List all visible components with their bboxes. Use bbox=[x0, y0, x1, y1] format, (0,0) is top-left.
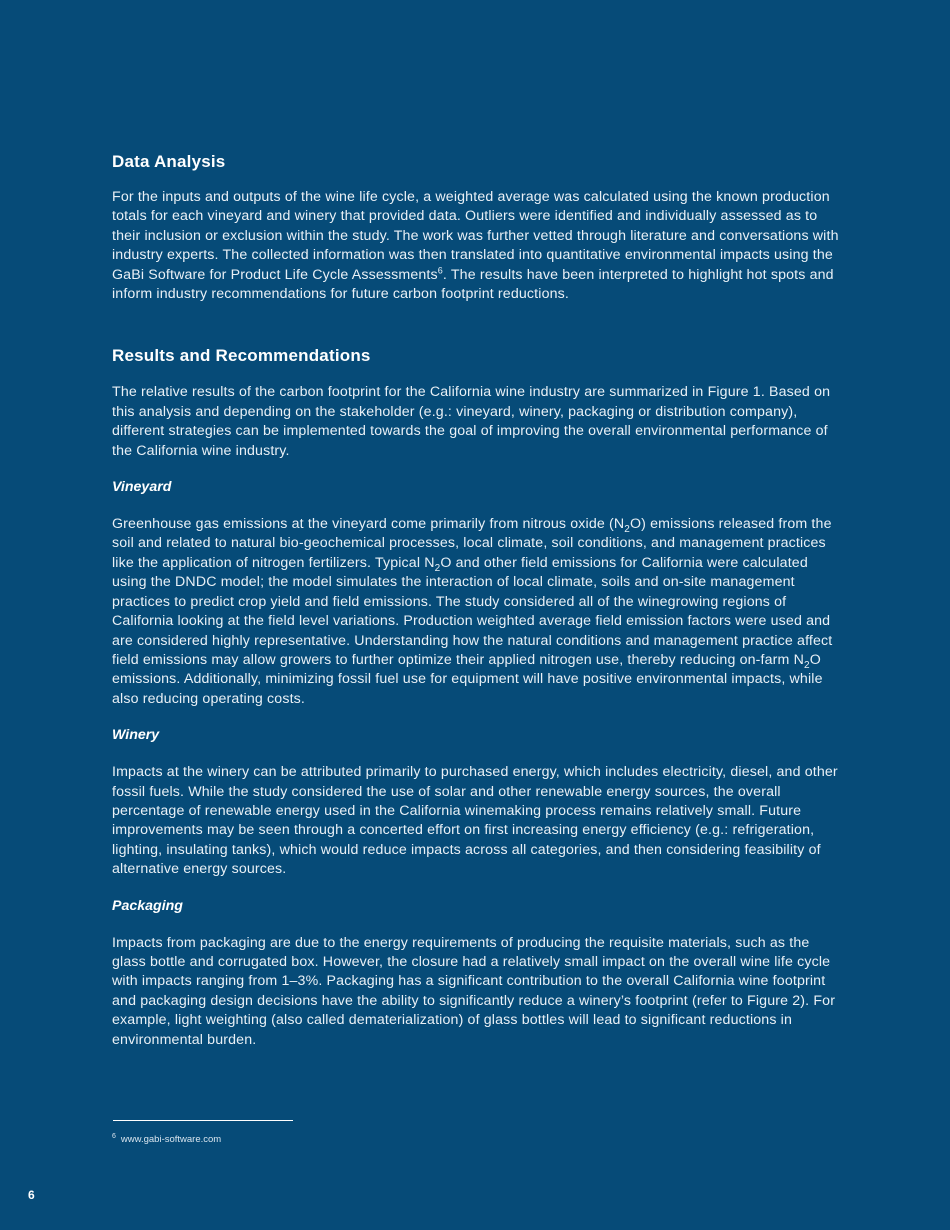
page-content bbox=[112, 150, 842, 1050]
packaging-paragraph: Impacts from packaging are due to the energy requirements of producing the requisite materials, such as the glass bottle and corrugated box. However, the closure had a relatively small impact on the overall wine life cycle with impacts ranging from 1–3%. Packaging has a significant contribution to the overall California wine footprint and packaging design decisions have the ability to significantly reduce a winery’s footprint (refer to Figure 2). For example, light weighting (also called dematerialization) of glass bottles will lead to significant reductions in environmental burden. bbox=[112, 934, 836, 1048]
subscript: 2 bbox=[804, 659, 810, 671]
vineyard-text-1: Greenhouse gas emissions at the vineyard come primarily from nitrous oxide (N bbox=[112, 516, 625, 533]
data-analysis-paragraph bbox=[112, 188, 842, 304]
footnote-link[interactable]: www.gabi-software.com bbox=[120, 1134, 222, 1146]
vineyard-paragraph bbox=[112, 515, 842, 709]
footnote-reference: 6 bbox=[437, 264, 443, 275]
footnote bbox=[112, 1133, 221, 1145]
results-heading: Results and Recommendations bbox=[112, 346, 371, 366]
vineyard-text-2: O) emissions released from the soil and related to natural bio-geochemical processes, local climate, soil conditions, and management practices like the application of nitrogen fertilizers. Typical N bbox=[112, 516, 832, 571]
data-analysis-heading: Data Analysis bbox=[112, 152, 226, 171]
vineyard-text-4: O emissions. Additionally, minimizing fossil fuel use for equipment will have positive environmental impacts, while also reducing operating costs. bbox=[112, 651, 823, 707]
subscript: 2 bbox=[434, 562, 441, 574]
packaging-subheading: Packaging bbox=[112, 897, 183, 914]
footnote-number: 6 bbox=[112, 1133, 116, 1140]
vineyard-subheading: Vineyard bbox=[112, 479, 172, 496]
subscript: 2 bbox=[624, 523, 630, 535]
page-number: 6 bbox=[28, 1188, 35, 1202]
footnote-divider bbox=[113, 1120, 293, 1121]
vineyard-text-3: O and other field emissions for California were calculated using the DNDC model; the model simulates the interaction of local climate, soils and on-site management practices to predict crop yield and field emissions. The study considered all of the winegrowing regions of California looking at the field level variations. Production weighted average field emission factors were used and are considered highly representative. Understanding how the natural conditions and management practice affect field emissions may allow growers to further optimize their applied nitrogen use, thereby reducing on-farm N bbox=[112, 554, 833, 668]
data-analysis-text-1: For the inputs and outputs of the wine life cycle, a weighted average was calculated using the known production totals for each vineyard and winery that provided data. Outliers were identified and individually assessed as to their inclusion or exclusion within the study. The work was further vetted through literature and conversations with industry experts. The collected information was then translated into quantitative environmental impacts using the GaBi Software for Product Life Cycle Assessments bbox=[112, 189, 839, 283]
data-analysis-text-2: . The results have been interpreted to highlight hot spots and inform industry recommendations for future carbon footprint reductions. bbox=[112, 266, 834, 303]
winery-paragraph: Impacts at the winery can be attributed primarily to purchased energy, which includes electricity, diesel, and other fossil fuels. While the study considered the use of solar and other renewable energy sources, the overall percentage of renewable energy used in the California winemaking process remains relatively small. Future improvements may be seen through a concerted effort on first increasing energy efficiency (e.g.: refrigeration, lighting, insulating tanks), which would reduce impacts across all categories, and then considering feasibility of alternative energy sources. bbox=[112, 764, 838, 878]
results-intro-paragraph: The relative results of the carbon footprint for the California wine industry are summarized in Figure 1. Based on this analysis and depending on the stakeholder (e.g.: vineyard, winery, packaging or distribution company), different strategies can be implemented towards the goal of improving the overall environmental performance of the California wine industry. bbox=[112, 384, 831, 459]
winery-subheading: Winery bbox=[112, 727, 160, 744]
